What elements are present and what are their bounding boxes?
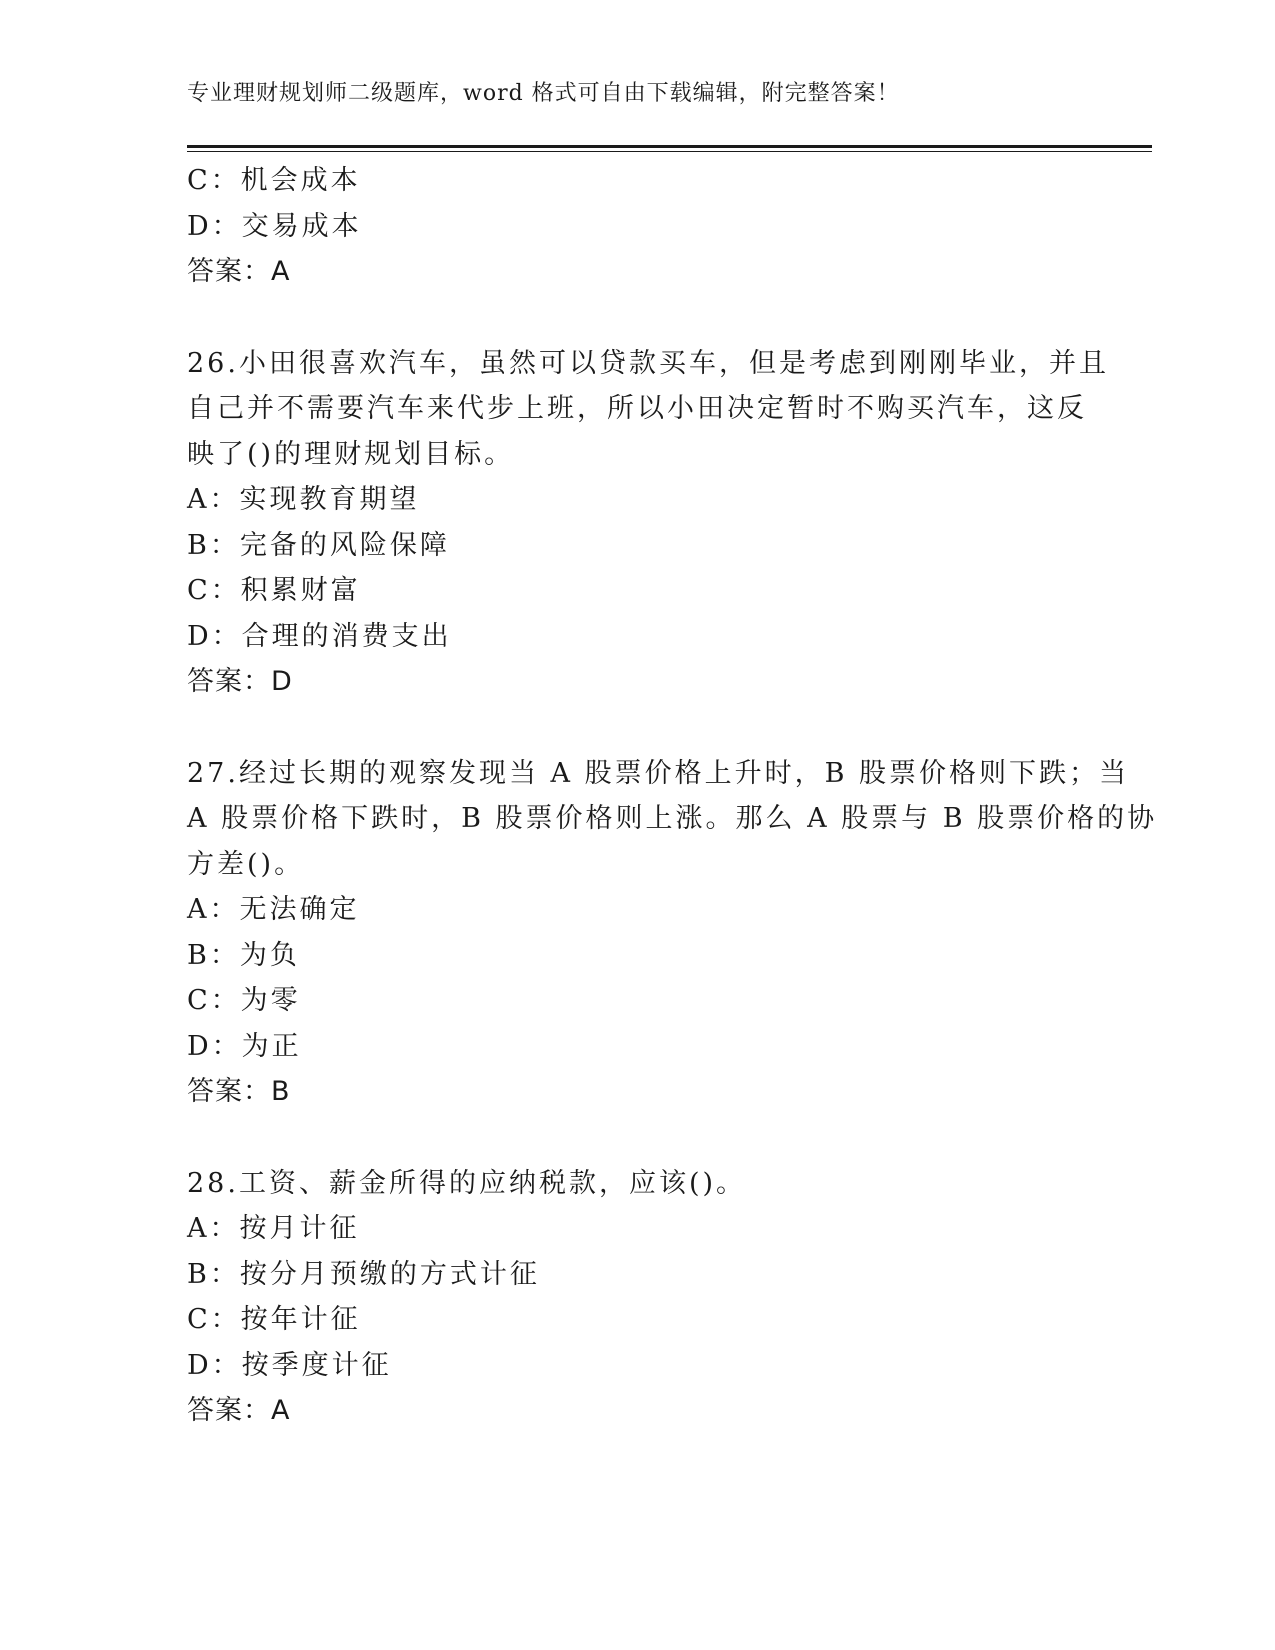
option-c: C：为零 xyxy=(187,985,301,1016)
question-text: 映了()的理财规划目标。 xyxy=(187,438,515,470)
answer: 答案：B xyxy=(187,1076,291,1107)
question-content xyxy=(187,158,1158,1434)
spacer xyxy=(187,1115,1087,1161)
spacer xyxy=(187,705,1087,751)
option-c: C：机会成本 xyxy=(187,165,361,196)
option-d: D：合理的消费支出 xyxy=(187,620,452,652)
option-b: B：为负 xyxy=(187,939,300,971)
header-rule-thin xyxy=(187,151,1152,152)
question-25-tail xyxy=(187,158,1087,295)
question-text: 自己并不需要汽车来代步上班，所以小田决定暂时不购买汽车，这反 xyxy=(187,393,1087,424)
option-b: B：完备的风险保障 xyxy=(187,529,450,561)
option-a: A：无法确定 xyxy=(187,894,360,925)
question-text: 26.小田很喜欢汽车，虽然可以贷款买车，但是考虑到刚刚毕业，并且 xyxy=(187,347,1109,379)
question-text: A 股票价格下跌时，B 股票价格则上涨。那么 A 股票与 B 股票价格的协 xyxy=(187,803,1158,834)
option-b: B：按分月预缴的方式计征 xyxy=(187,1258,540,1290)
question-text: 27.经过长期的观察发现当 A 股票价格上升时，B 股票价格则下跌；当 xyxy=(187,757,1130,789)
spacer xyxy=(187,295,1087,341)
question-26 xyxy=(187,341,1109,705)
option-d: D：为正 xyxy=(187,1030,302,1062)
option-d: D：按季度计征 xyxy=(187,1349,392,1381)
question-text: 方差()。 xyxy=(187,848,305,880)
option-c: C：积累财富 xyxy=(187,575,361,606)
option-d: D：交易成本 xyxy=(187,210,362,242)
page-header: 专业理财规划师二级题库，word 格式可自由下载编辑，附完整答案！ xyxy=(187,81,900,106)
question-28 xyxy=(187,1161,1087,1434)
answer: 答案：A xyxy=(187,1395,291,1426)
option-a: A：按月计征 xyxy=(187,1213,360,1244)
question-27 xyxy=(187,751,1158,1115)
question-text: 28.工资、薪金所得的应纳税款，应该()。 xyxy=(187,1167,747,1199)
option-a: A：实现教育期望 xyxy=(187,484,420,515)
answer: 答案：D xyxy=(187,666,293,697)
header-rule-thick xyxy=(187,145,1152,148)
option-c: C：按年计征 xyxy=(187,1304,361,1335)
answer: 答案：A xyxy=(187,256,291,287)
